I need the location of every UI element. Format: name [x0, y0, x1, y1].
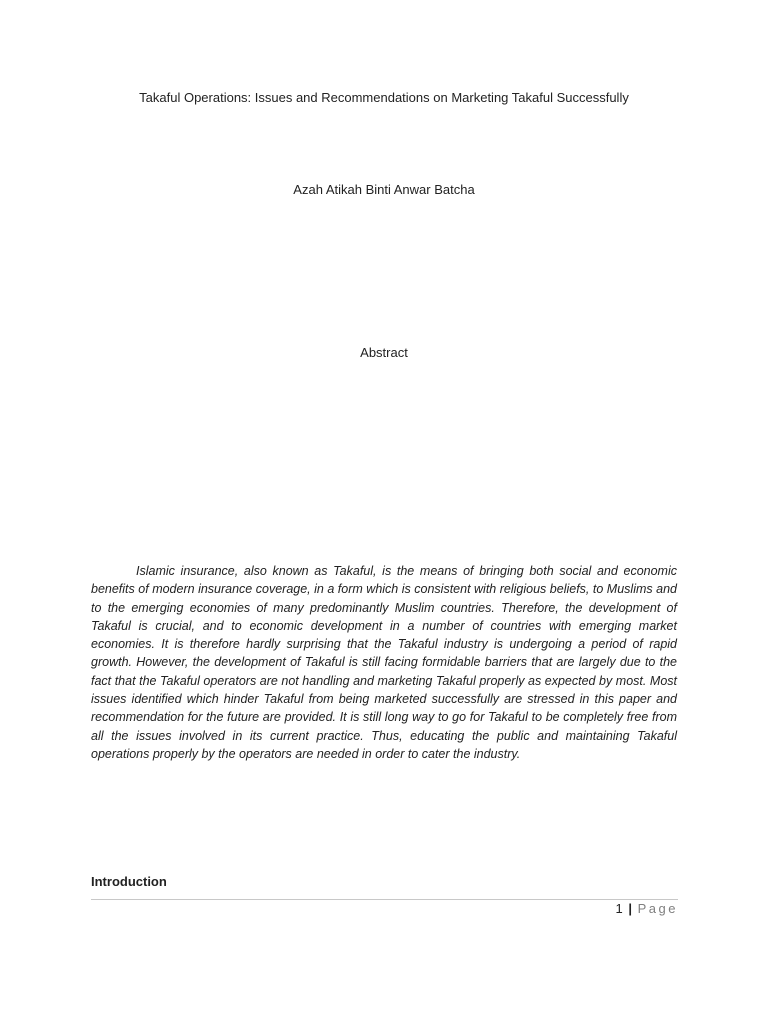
page-label: Page — [637, 901, 678, 916]
footer-divider — [91, 899, 678, 900]
section-heading-introduction: Introduction — [91, 874, 167, 889]
page-footer — [616, 901, 679, 916]
abstract-paragraph: Islamic insurance, also known as Takaful, is the means of bringing both social and economic benefits of modern insurance coverage, in a form which is consistent with religious beliefs, to Muslims and to the emerging economies of many predominantly Muslim countries. Therefore, the development of Takaful is crucial, and to economic development in a number of countries with emerging market economies. It is therefore hardly surprising that the Takaful industry is undergoing a period of rapid growth. However, the development of Takaful is still facing formidable barriers that are largely due to the fact that the Takaful operators are not handling and marketing Takaful properly as expected by most. Most issues identified which hinder Takaful from being marketed successfully are stressed in this paper and recommendation for the future are provided. It is still long way to go for Takaful to be completely free from all the issues involved in its current practice. Thus, educating the public and maintaining Takaful operations properly by the operators are needed in order to cater the industry. — [91, 564, 677, 761]
footer-separator: | — [628, 901, 632, 916]
abstract-heading: Abstract — [360, 345, 408, 360]
page-number: 1 — [615, 901, 623, 916]
document-title: Takaful Operations: Issues and Recommendations on Marketing Takaful Successfully — [139, 90, 629, 105]
author-name: Azah Atikah Binti Anwar Batcha — [293, 182, 475, 197]
